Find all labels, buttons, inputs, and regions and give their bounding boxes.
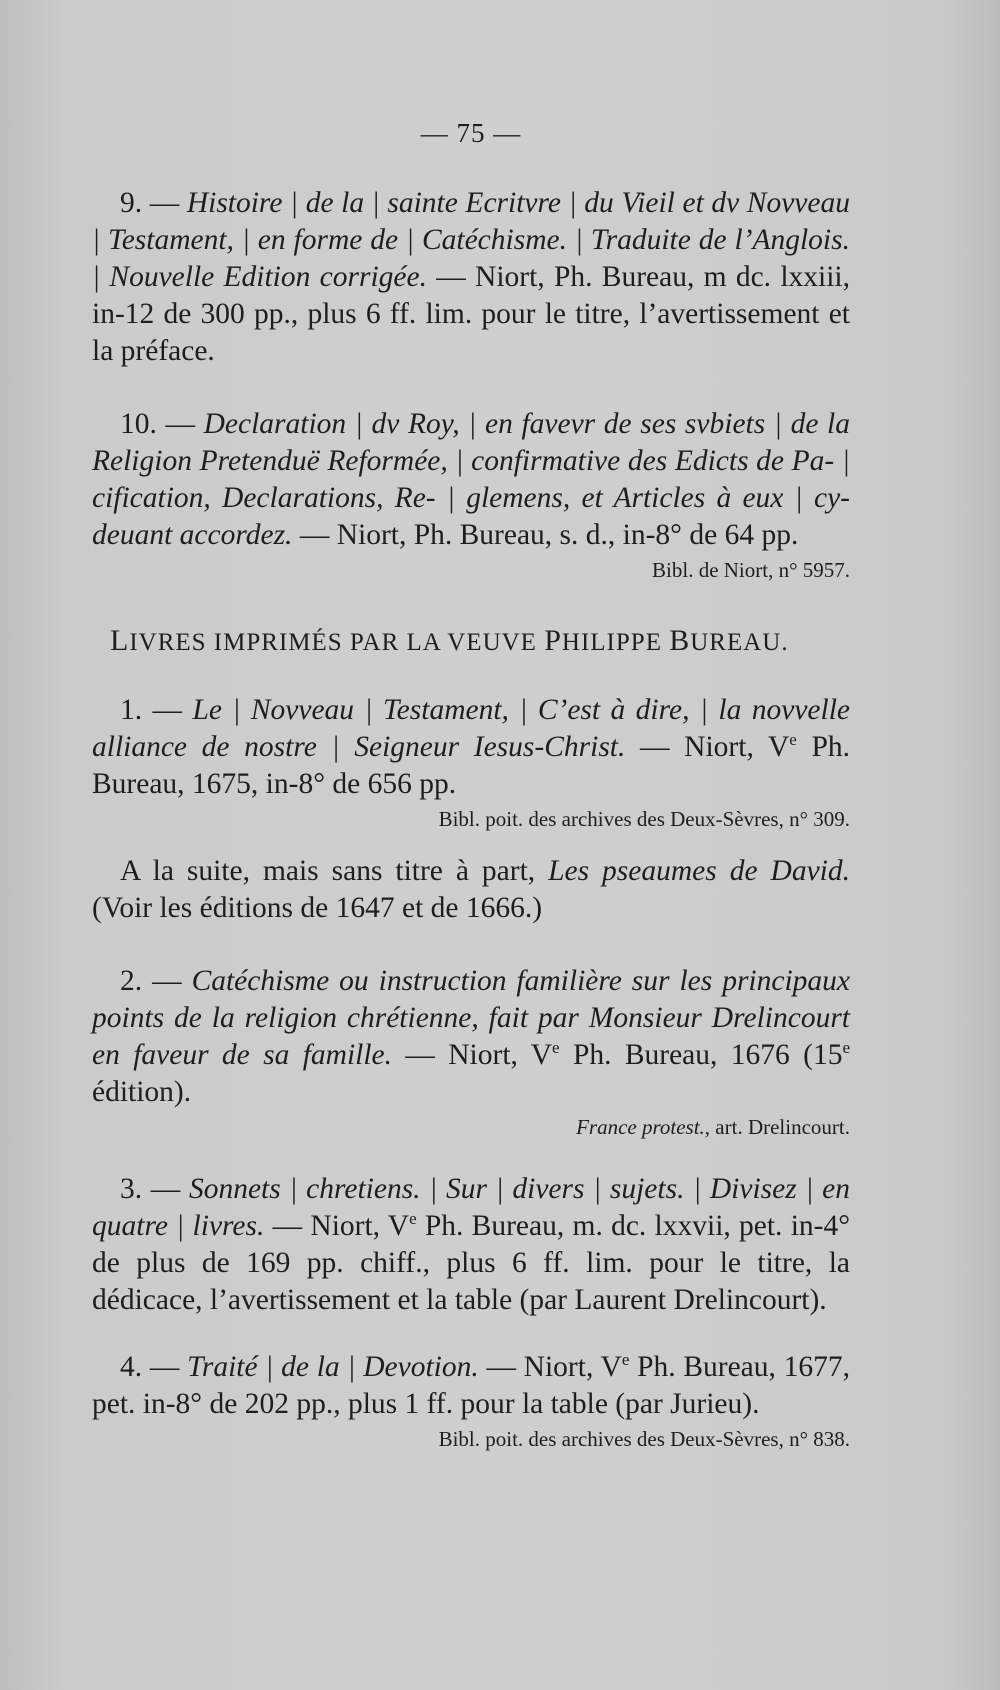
widow-entry-1-text: 1. — Le | Novveau | Testament, | C’est à dire, | la novvelle alliance de nostre | Seigneur Iesus-Christ. — Niort, Ve Ph. Bureau, 1675, in-8° de 656 pp. (92, 694, 850, 800)
widow-entry-3-text: 3. — Sonnets | chretiens. | Sur | divers | sujets. | Divisez | en quatre | livres. — Niort, Ve Ph. Bureau, m. dc. lxxvii, pet. in-4° de plus de 169 pp. chiff., plus 6 ff. lim. pour le titre, la dédicace, l’avertissement et la table (par Laurent Drelincourt). (92, 1173, 851, 1316)
widow-entry-4-text: 4. — Traité | de la | Devotion. — Niort, Ve Ph. Bureau, 1677, pet. in-8° de 202 pp., plus 1 ff. pour la table (par Jurieu). (92, 1350, 851, 1420)
entry-10-text (92, 406, 850, 554)
widow-entry-4 (92, 1349, 850, 1453)
entry-source: Bibl. poit. des archives des Deux-Sèvres, n° 838. (438, 1427, 850, 1451)
entry-9-text (92, 185, 850, 370)
widow-entry-2 (92, 963, 850, 1141)
entry-number: 2. — (120, 965, 192, 997)
entry-number: 10. — (120, 408, 204, 440)
entry-number: 3. — (120, 1173, 189, 1205)
entry-title: Traité | de la | Devotion. (187, 1351, 479, 1383)
entry-source: France protest., art. Drelincourt. (576, 1115, 850, 1139)
entry-imprint: — Niort, Ph. Bureau, m dc. lxxiii, in-12 de 300 pp., plus 6 ff. lim. pour le titre, l’avertissement et la préface. (92, 261, 850, 367)
entry-imprint: — Niort, Ph. Bureau, s. d., in-8° de 64 pp. (292, 519, 799, 551)
section-heading: LIVRES IMPRIMÉS PAR LA VEUVE PHILIPPE BUREAU. (110, 624, 789, 657)
entry-number: 9. — (120, 187, 187, 219)
entry-9 (92, 185, 850, 370)
page-number: — 75 — (420, 118, 522, 148)
widow-entry-2-text: 2. — Catéchisme ou instruction familière sur les principaux points de la religion chrétienne, fait par Monsieur Drelincourt en faveur de sa famille. — Niort, Ve Ph. Bureau, 1676 (15e édition). (92, 965, 851, 1108)
widow-entry-1 (92, 692, 850, 927)
entry-title: Histoire | de la | sainte Ecritvre | du Vieil et dv Novveau | Testament, | en forme de | Catéchisme. | Traduite de l’Anglois. | Nouvelle Edition corrigée. (92, 187, 850, 293)
widow-entry-3 (92, 1171, 850, 1319)
page-content (92, 118, 850, 1489)
entry-title: Le | Novveau | Testament, | C’est à dire, | la novvelle alliance de nostre | Seigneur Iesus-Christ. (92, 694, 850, 763)
entry-title: Sonnets | chretiens. | Sur | divers | sujets. | Divisez | en quatre | livres. (92, 1173, 850, 1242)
entry-source: Bibl. poit. des archives des Deux-Sèvres, n° 309. (438, 807, 850, 831)
entry-title: Declaration | dv Roy, | en favevr de ses svbiets | de la Religion Pretenduë Reformée, | confirmative des Edicts de Pa- | cification, Declarations, Re- | glemens, et Articles à eux | cy-deuant accordez. (92, 408, 850, 551)
entry-number: 4. — (120, 1351, 188, 1383)
entry-10 (92, 406, 850, 584)
entry-number: 1. — (120, 694, 193, 726)
entry-source: Bibl. de Niort, n° 5957. (652, 558, 850, 582)
entry-note: A la suite, mais sans titre à part, Les pseaumes de David. (Voir les éditions de 1647 et de 1666.) (92, 855, 850, 924)
entry-title: Catéchisme ou instruction familière sur les principaux points de la religion chrétienne, fait par Monsieur Drelincourt en faveur de sa famille. (92, 965, 851, 1071)
